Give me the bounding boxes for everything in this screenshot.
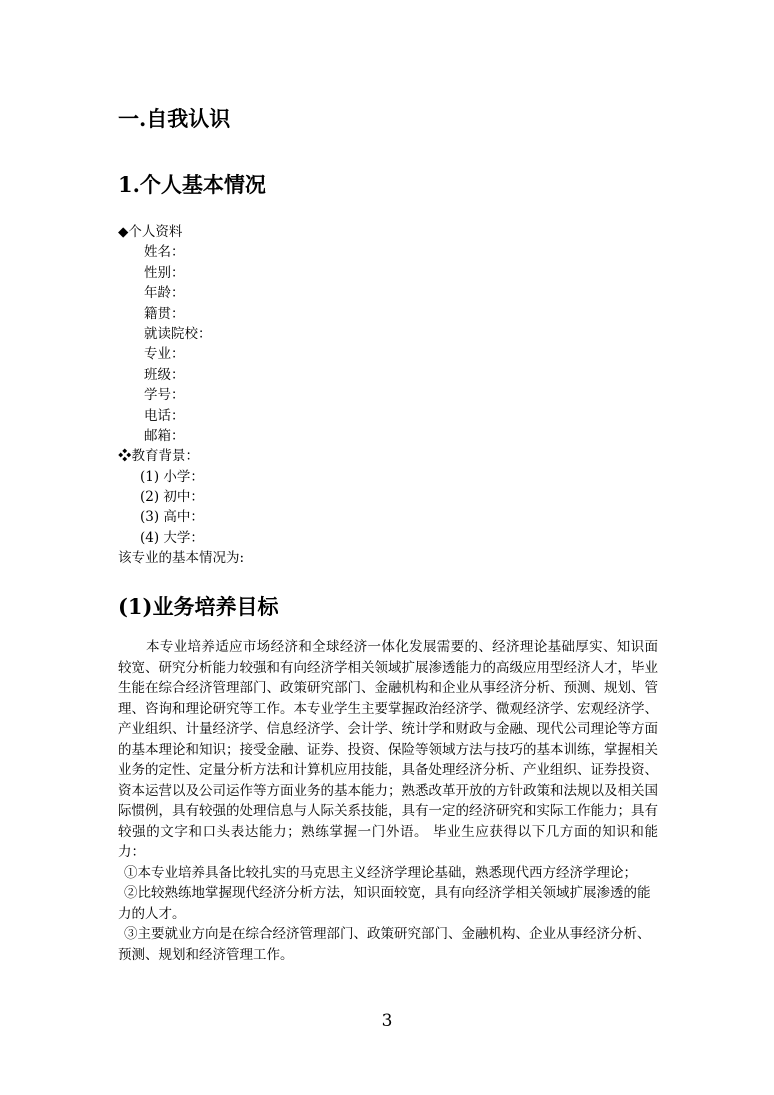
heading-self-awareness: 一.自我认识	[118, 106, 231, 131]
training-goals-text	[118, 637, 658, 965]
ability-item-2: ②比较熟练地掌握现代经济分析方法，知识面较宽，具有向经济学相关领域扩展渗透的能力的人才。	[118, 885, 651, 922]
personal-info-list	[118, 222, 678, 569]
field-phone: 电话：	[144, 407, 185, 424]
ability-item-3: ③主要就业方向是在综合经济管理部门、政策研究部门、金融机构、企业从事经济分析、预测、规划和经济管理工作。	[118, 926, 651, 963]
field-student-id: 学号：	[144, 387, 185, 404]
education-junior: (2) 初中：	[140, 489, 204, 506]
major-intro: 该专业的基本情况为:	[118, 550, 245, 567]
education-primary: (1) 小学：	[140, 468, 204, 485]
body-paragraph: 本专业培养适应市场经济和全球经济一体化发展需要的、经济理论基础厚实、知识面较宽、研究分析能力较强和有向经济学相关领域扩展渗透能力的高级应用型经济人才，毕业生能在综合经济管理部门、政策研究部门、金融机构和企业从事经济分析、预测、规划、管理、咨询和理论研究等工作。本专业学生主要掌握政治经济学、微观经济学、宏观经济学、产业组织、计量经济学、信息经济学、会计学、统计学和财政与金融、现代公司理论等方面的基本理论和知识；接受金融、证券、投资、保险等领域方法与技巧的基本训练，掌握相关业务的定性、定量分析方法和计算机应用技能，具备处理经济分析、产业组织、证券投资、资本运营以及公司运作等方面业务的基本能力；熟悉改革开放的方针政策和法规以及相关国际惯例，具有较强的处理信息与人际关系技能，具有一定的经济研究和实际工作能力；具有较强的文字和口头表达能力；熟练掌握一门外语。 毕业生应获得以下几方面的知识和能力：	[118, 639, 658, 860]
field-gender: 性别：	[144, 264, 185, 281]
ability-item-1: ①本专业培养具备比较扎实的马克思主义经济学理论基础，熟悉现代西方经济学理论；	[124, 864, 637, 881]
heading-training-goals: (1)业务培养目标	[118, 594, 279, 619]
field-school: 就读院校：	[144, 325, 212, 342]
heading-personal-basics: 1.个人基本情况	[118, 172, 266, 197]
education-senior: (3) 高中：	[140, 509, 204, 526]
field-age: 年龄：	[144, 285, 185, 302]
education-title: ❖教育背景：	[118, 448, 199, 465]
personal-info-title: ◆个人资料	[118, 224, 183, 240]
field-class: 班级：	[144, 366, 185, 383]
field-hometown: 籍贯：	[144, 305, 185, 322]
page-number: 3	[381, 1011, 393, 1031]
field-email: 邮箱：	[144, 427, 185, 444]
field-name: 姓名：	[144, 244, 185, 261]
education-university: (4) 大学：	[140, 529, 204, 546]
field-major: 专业：	[144, 346, 185, 363]
